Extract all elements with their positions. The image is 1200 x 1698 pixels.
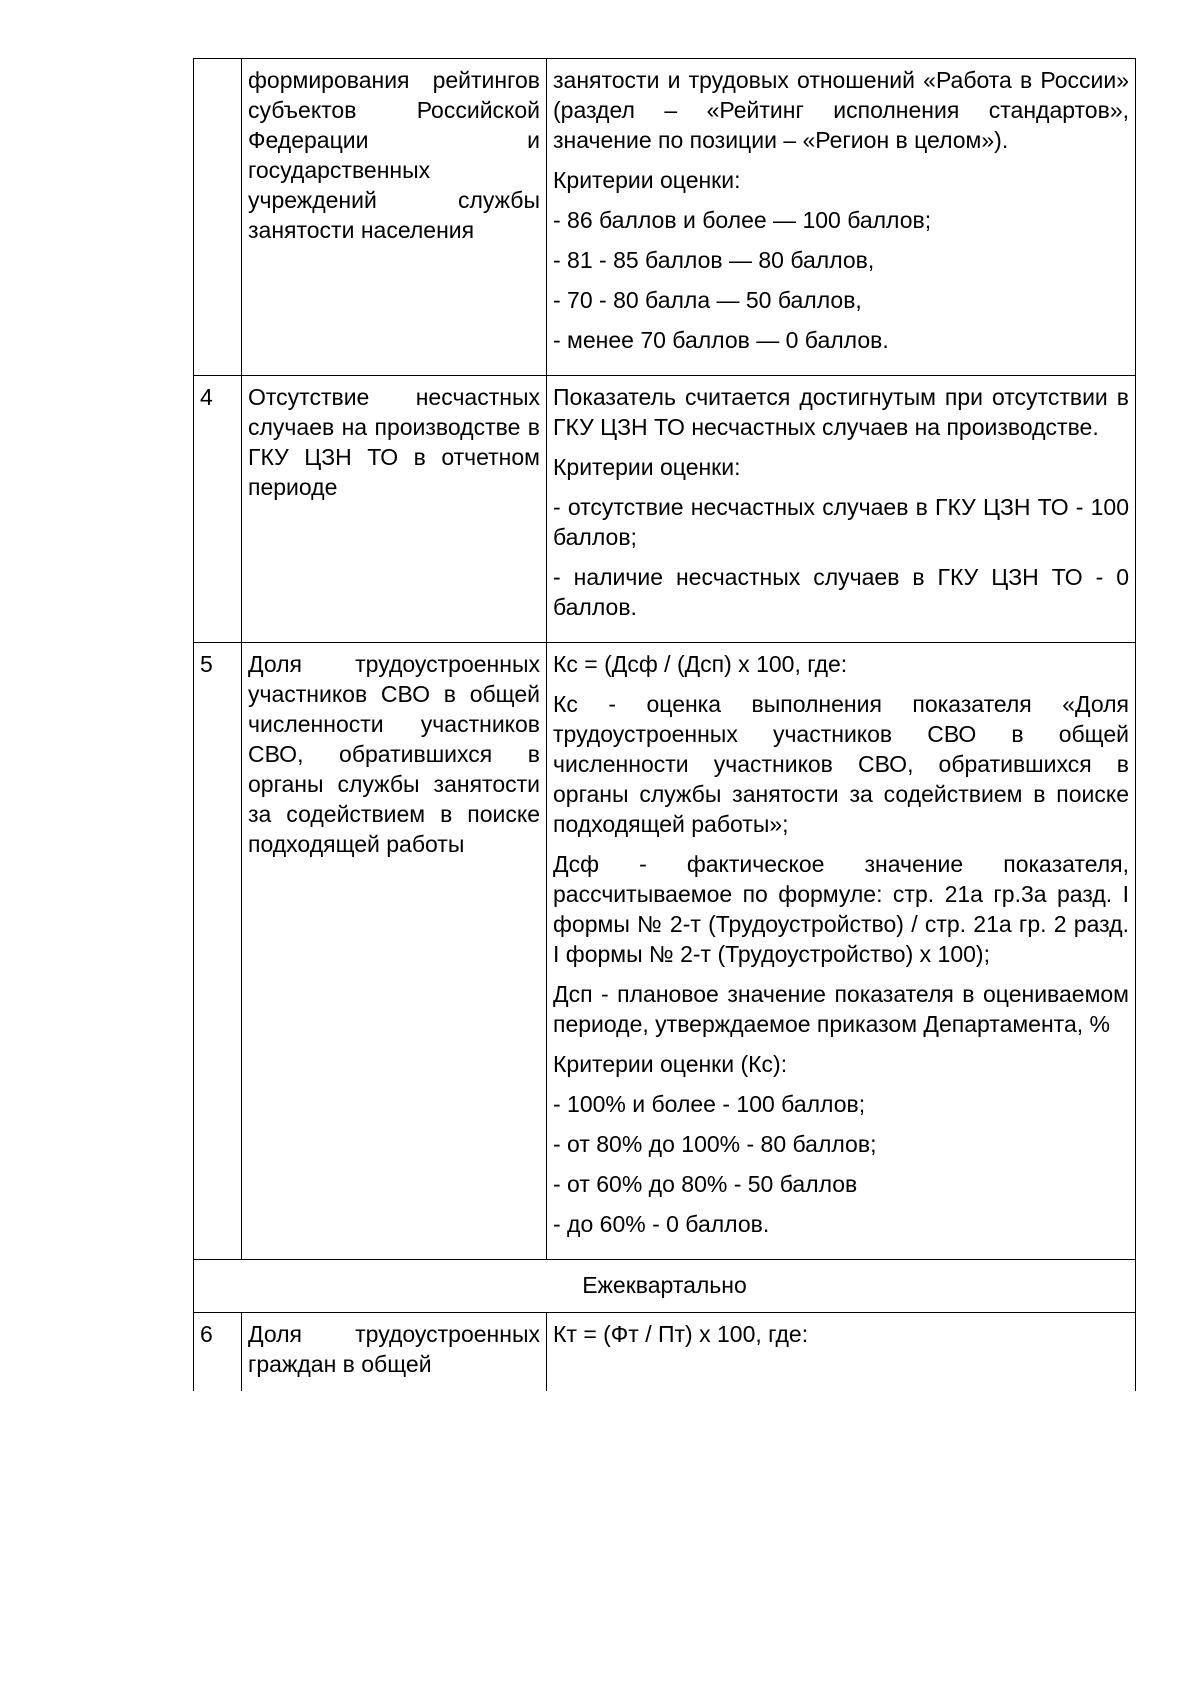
description-paragraph: - 81 - 85 баллов — 80 баллов, — [553, 247, 875, 273]
indicator-description — [547, 643, 1136, 1260]
description-paragraph: - 86 баллов и более — 100 баллов; — [553, 207, 932, 233]
description-paragraph: - от 80% до 100% - 80 баллов; — [553, 1131, 877, 1157]
row-number — [194, 59, 242, 376]
row-number: 5 — [194, 643, 242, 1260]
description-paragraph: - 100% и более - 100 баллов; — [553, 1091, 866, 1117]
description-paragraph: Критерии оценки (Кс): — [553, 1051, 788, 1077]
description-paragraph: Критерии оценки: — [553, 454, 741, 480]
description-paragraph: - наличие несчастных случаев в ГКУ ЦЗН ТО - 0 баллов. — [553, 564, 1129, 620]
indicator-description — [547, 59, 1136, 376]
table-row — [194, 59, 1136, 376]
description-paragraph: - 70 - 80 балла — 50 баллов, — [553, 287, 862, 313]
indicator-name: Отсутствие несчастных случаев на производстве в ГКУ ЦЗН ТО в отчетном периоде — [242, 376, 547, 643]
description-paragraph: - менее 70 баллов — 0 баллов. — [553, 327, 889, 353]
description-paragraph: Кс = (Дсф / (Дсп) x 100, где: — [553, 651, 848, 677]
section-title: Ежеквартально — [194, 1260, 1136, 1313]
description-paragraph: - до 60% - 0 баллов. — [553, 1211, 770, 1237]
description-paragraph: Кс - оценка выполнения показателя «Доля трудоустроенных участников СВО в общей численности участников СВО, обратившихся в органы службы занятости за содействием в поиске подходящей работы»; — [553, 691, 1129, 837]
indicator-name: формирования рейтингов субъектов Российской Федерации и государственных учреждений службы занятости населения — [242, 59, 547, 376]
indicator-name: Доля трудоустроенных граждан в общей — [242, 1313, 547, 1392]
row-number: 6 — [194, 1313, 242, 1392]
description-paragraph: Кт = (Фт / Пт) x 100, где: — [553, 1321, 809, 1347]
description-paragraph: Дсп - плановое значение показателя в оцениваемом периоде, утверждаемое приказом Департамента, % — [553, 981, 1129, 1037]
table-row — [194, 643, 1136, 1260]
description-paragraph: Дсф - фактическое значение показателя, рассчитываемое по формуле: стр. 21а гр.3а разд. I формы № 2-т (Трудоустройство) / стр. 21а гр. 2 разд. I формы № 2-т (Трудоустройство) x 100); — [553, 851, 1129, 967]
indicator-description — [547, 1313, 1136, 1392]
indicator-description — [547, 376, 1136, 643]
description-paragraph: Критерии оценки: — [553, 167, 741, 193]
table-row — [194, 1313, 1136, 1392]
criteria-table — [193, 58, 1136, 1391]
section-header-row — [194, 1260, 1136, 1313]
description-paragraph: занятости и трудовых отношений «Работа в России» (раздел – «Рейтинг исполнения стандартов», значение по позиции – «Регион в целом»). — [553, 67, 1129, 153]
indicator-name: Доля трудоустроенных участников СВО в общей численности участников СВО, обратившихся в органы службы занятости за содействием в поиске подходящей работы — [242, 643, 547, 1260]
description-paragraph: - отсутствие несчастных случаев в ГКУ ЦЗН ТО - 100 баллов; — [553, 494, 1129, 550]
table-row — [194, 376, 1136, 643]
row-number: 4 — [194, 376, 242, 643]
description-paragraph: Показатель считается достигнутым при отсутствии в ГКУ ЦЗН ТО несчастных случаев на производстве. — [553, 384, 1129, 440]
description-paragraph: - от 60% до 80% - 50 баллов — [553, 1171, 858, 1197]
